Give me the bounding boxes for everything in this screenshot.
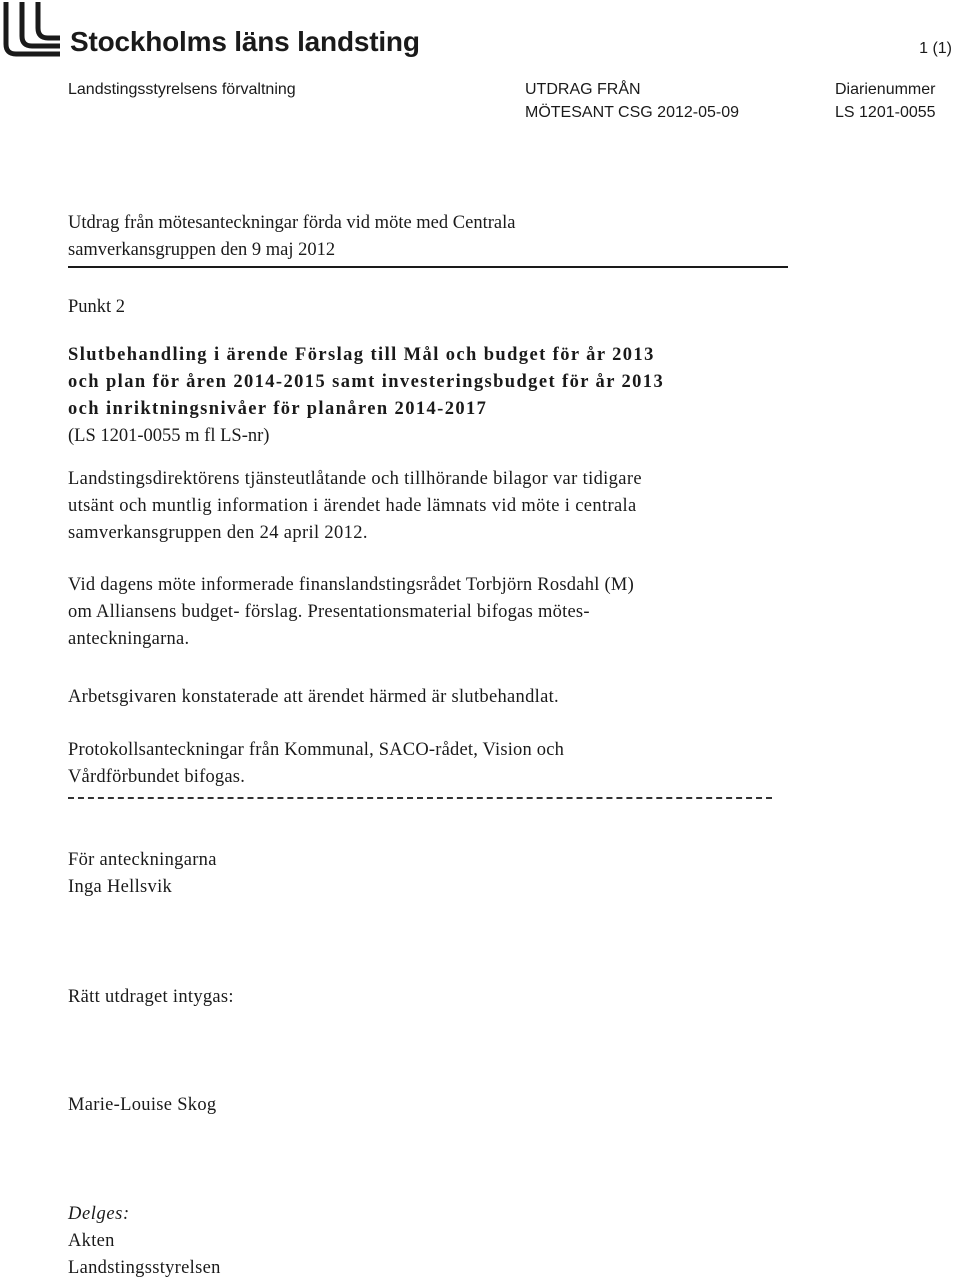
heading-reference: (LS 1201-0055 m fl LS-nr) [68,426,270,446]
distribution-label: Delges: [68,1204,130,1224]
heading-line-3: och inriktningsnivåer för planåren 2014-2017 [68,399,488,419]
distribution-list [68,1201,808,1282]
document-type [525,78,739,124]
distribution-recipient: Akten [68,1231,115,1251]
registry-number: LS 1201-0055 [835,104,936,121]
paragraph-4-line: Protokollsanteckningar från Kommunal, SACO-rådet, Vision och [68,740,565,760]
document-type-line-2: MÖTESANT CSG 2012-05-09 [525,104,740,121]
dashed-separator [68,797,772,799]
signature-name: Inga Hellsvik [68,877,173,897]
org-unit-label: Landstingsstyrelsens förvaltning [68,81,296,98]
paragraph-2 [68,572,808,653]
org-unit [68,78,296,101]
certifier-name: Marie-Louise Skog [68,1095,217,1115]
registry [835,78,936,124]
registry-label: Diarienummer [835,81,936,98]
paragraph-1-line: utsänt och muntlig information i ärendet hade lämnats vid möte i centrala [68,496,637,516]
distribution-recipient: Landstingsstyrelsen [68,1258,221,1278]
paragraph-1 [68,466,808,547]
paragraph-2-line: anteckningarna. [68,629,190,649]
heading-line-2: och plan för åren 2014-2015 samt investeringsbudget för år 2013 [68,372,665,392]
certification-label: Rätt utdraget intygas: [68,987,234,1007]
intro-line-1: Utdrag från mötesanteckningar förda vid möte med Centrala [68,213,516,233]
paragraph-2-line: om Alliansens budget- förslag. Presentationsmaterial bifogas mötes- [68,602,590,622]
paragraph-1-line: Landstingsdirektörens tjänsteutlåtande och tillhörande bilagor var tidigare [68,469,642,489]
paragraph-4 [68,737,808,791]
minutes-signature [68,847,808,901]
intro-title [68,210,788,268]
item-number [68,294,808,321]
heading-line-1: Slutbehandling i ärende Förslag till Mål och budget för år 2013 [68,345,655,365]
sll-logo-icon [2,0,62,60]
certifier [68,1092,808,1119]
page-number: 1 (1) [919,40,952,57]
signature-label: För anteckningarna [68,850,217,870]
certification [68,984,808,1011]
paragraph-4-line: Vårdförbundet bifogas. [68,767,246,787]
organization-logo-text: Stockholms läns landsting [70,26,420,57]
paragraph-2-line: Vid dagens möte informerade finanslandstingsrådet Torbjörn Rosdahl (M) [68,575,635,595]
matter-heading [68,342,808,450]
paragraph-1-line: samverkansgruppen den 24 april 2012. [68,523,368,543]
paragraph-3-line: Arbetsgivaren konstaterade att ärendet härmed är slutbehandlat. [68,687,559,707]
document-type-line-1: UTDRAG FRÅN [525,81,641,98]
item-number-label: Punkt 2 [68,297,126,317]
intro-line-2: samverkansgruppen den 9 maj 2012 [68,240,336,260]
paragraph-3 [68,684,808,711]
